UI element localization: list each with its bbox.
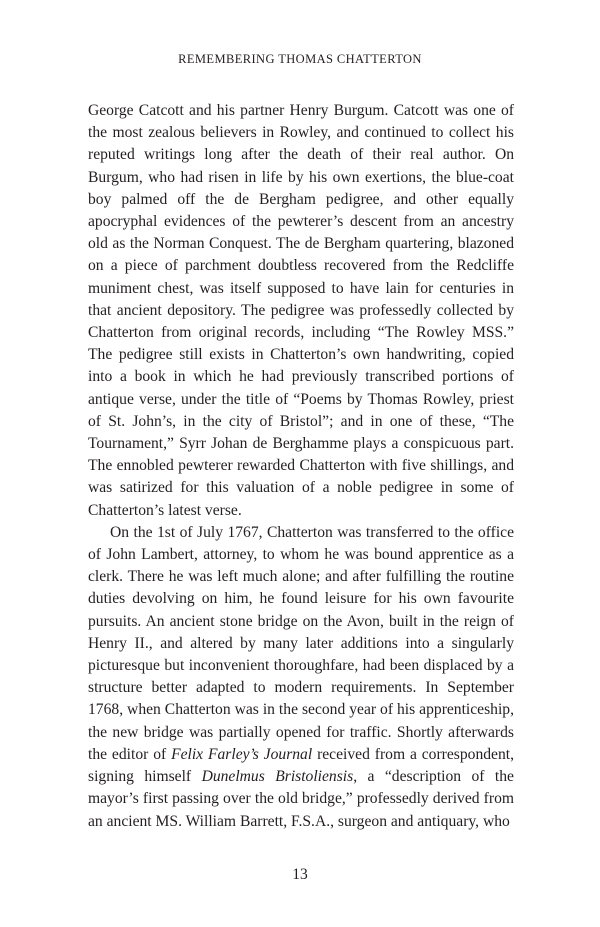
pseudonym: Dunelmus Bristoliensis xyxy=(201,768,354,786)
journal-title: Felix Farley’s Journal xyxy=(171,745,313,763)
paragraph-lambert-apprentice xyxy=(88,522,514,833)
page-number: 13 xyxy=(292,866,308,883)
paragraph-text-segment: received from a correspondent, signing himself xyxy=(88,745,514,786)
paragraph-text-segment: , a “description of the mayor’s first passing over the old bridge,” professedly derived from an ancient MS. William Barrett, F.S.A., surgeon and antiquary, who xyxy=(88,768,514,830)
body-text xyxy=(88,100,514,833)
running-head: REMEMBERING THOMAS CHATTERTON xyxy=(178,52,422,66)
paragraph-catcott-burgum: George Catcott and his partner Henry Burgum. Catcott was one of the most zealous believers in Rowley, and continued to collect his reputed writings long after the death of their real author. On Burgum, who had risen in life by his own exertions, the blue-coat boy palmed off the de Bergham pedigree, and other equally apocryphal evidences of the pewterer’s descent from an ancestry old as the Norman Conquest. The de Bergham quartering, blazoned on a piece of parchment doubtless recovered from the Redcliffe muniment chest, was itself supposed to have lain for centuries in that ancient depository. The pedigree was professedly collected by Chatterton from original records, including “The Rowley MSS.” The pedigree still exists in Chatterton’s own handwriting, copied into a book in which he had previously transcribed portions of antique verse, under the title of “Poems by Thomas Rowley, priest of St. John’s, in the city of Bristol”; and in one of these, “The Tournament,” Syrr Johan de Berghamme plays a conspicuous part. The ennobled pewterer rewarded Chatterton with five shillings, and was satirized for this valuation of a noble pedigree in some of Chatterton’s latest verse. xyxy=(88,102,514,519)
paragraph-text-segment: On the 1st of July 1767, Chatterton was transferred to the office of John Lambert, attorney, to whom he was bound apprentice as a clerk. There he was left much alone; and after fulfilling the routine duties devolving on him, he found leisure for his own favourite pursuits. An ancient stone bridge on the Avon, built in the reign of Henry II., and altered by many later additions into a singularly picturesque but inconvenient thoroughfare, had been displaced by a structure better adapted to modern requirements. In September 1768, when Chatterton was in the second year of his apprenticeship, the new bridge was partially opened for traffic. Shortly afterwards the editor of xyxy=(88,523,514,763)
